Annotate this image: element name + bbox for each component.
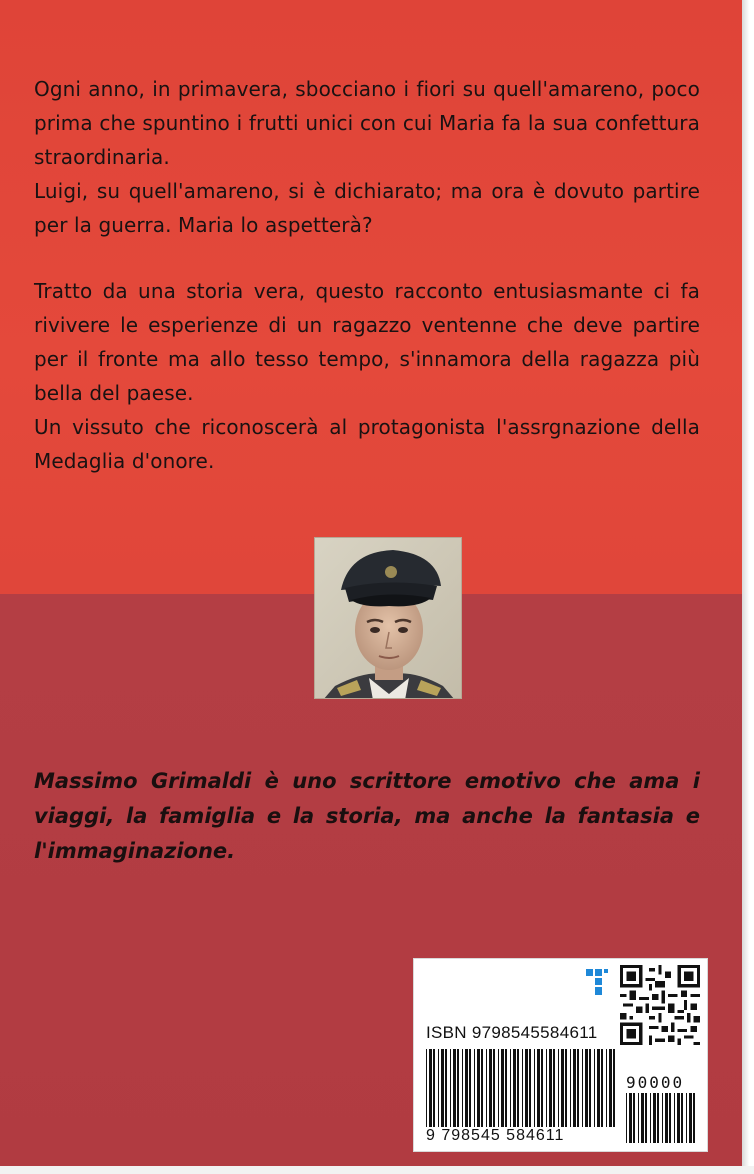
author-portrait-photo	[314, 537, 462, 699]
barcode-bar	[609, 1049, 612, 1127]
barcode-bar	[686, 1093, 687, 1143]
blurb-paragraph: Tratto da una storia vera, questo racconto entusiasmante ci fa rivivere le esperienze di un ragazzo ventenne che deve partire per il fronte ma allo tesso tempo, s'innamora della ragazza più bella del paese.	[34, 279, 700, 405]
blurb-section-1	[34, 72, 700, 242]
barcode-bar	[537, 1049, 540, 1127]
barcode-bar	[650, 1093, 651, 1143]
portrait-photo-icon	[315, 538, 462, 699]
barcode-bar	[558, 1049, 559, 1127]
ean-digits: 9 798545 584611	[426, 1127, 565, 1144]
blurb-paragraph: Luigi, su quell'amareno, si è dichiarato; ma ora è dovuto partire per la guerra. Maria lo aspetterà?	[34, 179, 700, 237]
barcode-bar	[553, 1049, 555, 1127]
barcode-bar	[582, 1049, 583, 1127]
blurb-section-2	[34, 274, 700, 478]
barcode-bar	[638, 1093, 639, 1143]
barcode-bar	[662, 1093, 663, 1143]
barcode-bar	[626, 1093, 627, 1143]
barcode-bar	[541, 1049, 543, 1127]
barcode-bar	[693, 1093, 695, 1143]
barcode-bar	[597, 1049, 600, 1127]
barcode-bar	[498, 1049, 499, 1127]
barcode-bar	[565, 1049, 567, 1127]
barcode-bar	[657, 1093, 659, 1143]
barcode-bar	[594, 1049, 595, 1127]
ean-barcode-icon	[426, 1049, 616, 1127]
barcode-bar	[589, 1049, 591, 1127]
barcode-bar	[641, 1093, 644, 1143]
blurb-paragraph: Un vissuto che riconoscerà al protagonista l'assrgnazione della Medaglia d'onore.	[34, 415, 700, 473]
barcode-bar	[585, 1049, 588, 1127]
author-bio: Massimo Grimaldi è uno scrittore emotivo che ama i viaggi, la famiglia e la storia, ma anche la fantasia e l'immaginazione.	[34, 769, 700, 863]
barcode-bar	[613, 1049, 615, 1127]
barcode-bar	[525, 1049, 528, 1127]
barcode-bar	[438, 1049, 439, 1127]
barcode-bar	[546, 1049, 547, 1127]
barcode-bar	[633, 1093, 635, 1143]
barcode-bar	[549, 1049, 552, 1127]
barcode-bar	[462, 1049, 463, 1127]
barcode-bar	[469, 1049, 471, 1127]
publisher-logo-icon	[584, 967, 610, 997]
price-code: 90000	[626, 1073, 685, 1092]
barcode-bar	[474, 1049, 475, 1127]
barcode-bar	[570, 1049, 571, 1127]
page-edge	[0, 1166, 754, 1174]
barcode-bar	[677, 1093, 680, 1143]
barcode-bar	[645, 1093, 647, 1143]
blurb-paragraph: Ogni anno, in primavera, sbocciano i fiori su quell'amareno, poco prima che spuntino i frutti unici con cui Maria fa la sua confettura straordinaria.	[34, 77, 700, 169]
barcode-bar	[445, 1049, 447, 1127]
barcode-bar	[681, 1093, 683, 1143]
barcode-bar	[529, 1049, 531, 1127]
barcode-bar	[441, 1049, 444, 1127]
barcode-bar	[665, 1093, 668, 1143]
barcode-bar	[522, 1049, 523, 1127]
barcode-bar	[429, 1049, 432, 1127]
barcode-bar	[457, 1049, 459, 1127]
price-barcode-icon	[626, 1093, 698, 1143]
barcode-bar	[489, 1049, 492, 1127]
page-edge	[742, 0, 754, 1174]
barcode-bar	[561, 1049, 564, 1127]
barcode-bar	[534, 1049, 535, 1127]
barcode-bar	[481, 1049, 483, 1127]
barcode-bar	[465, 1049, 468, 1127]
barcode-bar	[517, 1049, 519, 1127]
barcode-bar	[629, 1093, 632, 1143]
barcode-bar	[513, 1049, 516, 1127]
isbn-label: ISBN 9798545584611	[426, 1023, 598, 1042]
barcode-bar	[426, 1049, 427, 1127]
barcode-bar	[505, 1049, 507, 1127]
barcode-bar	[573, 1049, 576, 1127]
barcode-bar	[433, 1049, 435, 1127]
barcode-bar	[606, 1049, 607, 1127]
isbn-barcode-panel	[413, 958, 708, 1152]
barcode-bar	[577, 1049, 579, 1127]
barcode-bar	[486, 1049, 487, 1127]
barcode-bar	[689, 1093, 692, 1143]
barcode-bar	[477, 1049, 480, 1127]
barcode-bar	[501, 1049, 504, 1127]
barcode-bar	[674, 1093, 675, 1143]
barcode-bar	[601, 1049, 603, 1127]
barcode-bar	[653, 1093, 656, 1143]
barcode-bar	[450, 1049, 451, 1127]
qr-code-icon	[620, 965, 700, 1045]
barcode-bar	[669, 1093, 671, 1143]
barcode-bar	[510, 1049, 511, 1127]
barcode-bar	[493, 1049, 495, 1127]
barcode-bar	[453, 1049, 456, 1127]
